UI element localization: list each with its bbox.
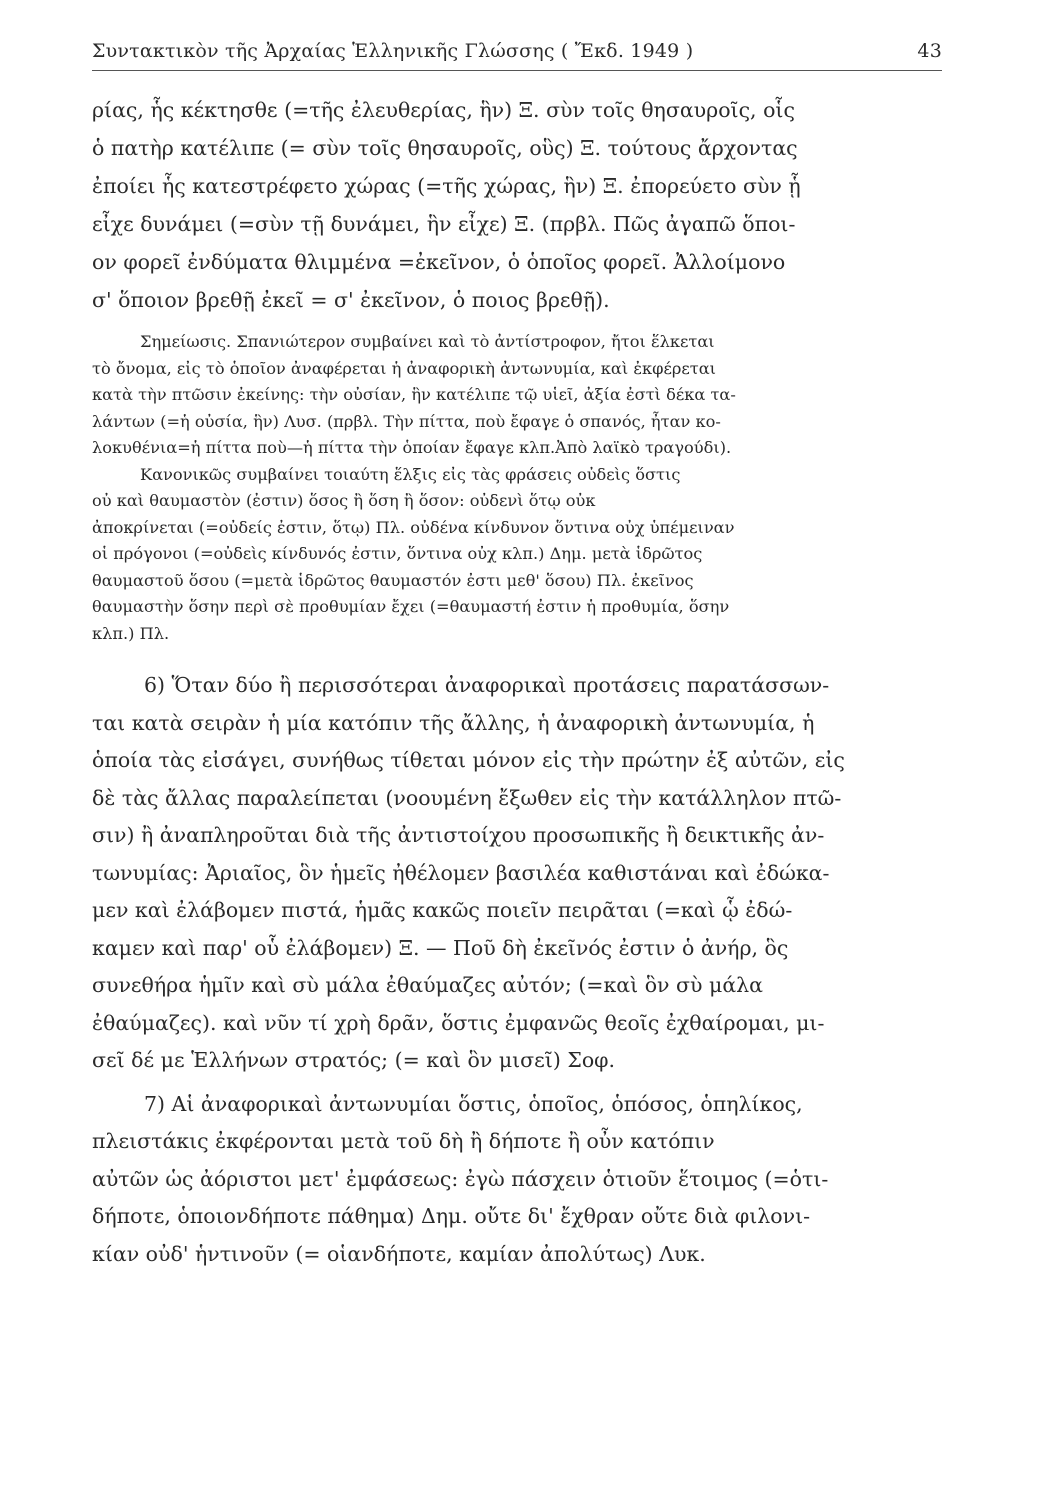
text-line: ἐθαύμαζες). καὶ νῦν τί χρὴ δρᾶν, ὅστις ἐμφανῶς θεοῖς ἐχθαίρομαι, μι- bbox=[92, 1010, 825, 1035]
text-line: πλειστάκις ἐκφέρονται μετὰ τοῦ δὴ ἢ δήποτε ἢ οὖν κατόπιν bbox=[92, 1129, 715, 1153]
page bbox=[92, 40, 942, 1273]
text-line: μεν καὶ ἐλάβομεν πιστά, ἡμᾶς κακῶς ποιεῖν πειρᾶται (=καὶ ᾧ ἐδώ- bbox=[92, 898, 793, 922]
text-line: σ' ὅποιον βρεθῇ ἐκεῖ = σ' ἐκεῖνον, ὁ ποιος βρεθῇ). bbox=[92, 288, 610, 312]
note-line: ἀποκρίνεται (=οὐδείς ἐστιν, ὅτῳ) Πλ. οὐδένα κίνδυνον ὅντινα οὐχ ὑπέμειναν bbox=[92, 517, 735, 537]
text-line: εἶχε δυνάμει (=σὺν τῇ δυνάμει, ἣν εἶχε) Ξ. (πρβλ. Πῶς ἀγαπῶ ὅποι- bbox=[92, 212, 796, 236]
note-line: θαυμαστὴν ὅσην περὶ σὲ προθυμίαν ἔχει (=θαυμαστή ἐστιν ἡ προθυμία, ὅσην bbox=[92, 597, 730, 616]
text-line: ὁ πατὴρ κατέλιπε (= σὺν τοῖς θησαυροῖς, οὓς) Ξ. τούτους ἄρχοντας bbox=[92, 136, 798, 160]
text-line: 7) Αἱ ἀναφορικαὶ ἀντωνυμίαι ὅστις, ὁποῖος, ὁπόσος, ὁπηλίκος, bbox=[144, 1091, 803, 1116]
text-line: δήποτε, ὁποιονδήποτε πάθημα) Δημ. οὔτε δι' ἔχθραν οὔτε διὰ φιλονι- bbox=[92, 1204, 811, 1228]
note-line: κατὰ τὴν πτῶσιν ἐκείνης: τὴν οὐσίαν, ἣν κατέλιπε τῷ υἱεῖ, ἀξία ἐστὶ δέκα τα- bbox=[92, 385, 736, 404]
text-line: ον φορεῖ ἐνδύματα θλιμμένα =ἐκεῖνον, ὁ ὁποῖος φορεῖ. Ἀλλοίμονο bbox=[92, 250, 786, 274]
page-number: 43 bbox=[917, 40, 942, 62]
note-line: λάντων (=ἡ οὐσία, ἣν) Λυσ. (πρβλ. Τὴν πίττα, ποὺ ἔφαγε ὁ σπανός, ἦταν κο- bbox=[92, 411, 721, 431]
text-line: καμεν καὶ παρ' οὗ ἐλάβομεν) Ξ. — Ποῦ δὴ ἐκεῖνός ἐστιν ὁ ἀνήρ, ὃς bbox=[92, 935, 789, 960]
text-line: δὲ τὰς ἄλλας παραλείπεται (νοουμένη ἔξωθεν εἰς τὴν κατάλληλον πτῶ- bbox=[92, 785, 842, 810]
note-line: θαυμαστοῦ ὅσου (=μετὰ ἱδρῶτος θαυμαστόν ἐστι μεθ' ὅσου) Πλ. ἐκεῖνος bbox=[92, 570, 694, 590]
text-line: κίαν οὐδ' ἡντινοῦν (= οἱανδήποτε, καμίαν ἀπολύτως) Λυκ. bbox=[92, 1241, 706, 1266]
text-line: σιν) ἢ ἀναπληροῦται διὰ τῆς ἀντιστοίχου προσωπικῆς ἢ δεικτικῆς ἀν- bbox=[92, 823, 825, 847]
example-block bbox=[92, 91, 942, 319]
paragraph-7 bbox=[92, 1086, 942, 1274]
text-line: τωνυμίας: Ἀριαῖος, ὃν ἡμεῖς ἠθέλομεν βασιλέα καθιστάναι καὶ ἐδώκα- bbox=[92, 860, 830, 885]
note-line: τὸ ὄνομα, εἰς τὸ ὁποῖον ἀναφέρεται ἡ ἀναφορικὴ ἀντωνυμία, καὶ ἐκφέρεται bbox=[92, 358, 716, 378]
note-line: οὐ καὶ θαυμαστὸν (ἐστιν) ὅσος ἢ ὅση ἢ ὅσον: οὐδενὶ ὅτῳ οὐκ bbox=[92, 491, 596, 510]
text-line: αὐτῶν ὡς ἀόριστοι μετ' ἐμφάσεως: ἐγὼ πάσχειν ὁτιοῦν ἕτοιμος (=ὁτι- bbox=[92, 1166, 829, 1191]
text-line: σεῖ δέ με Ἑλλήνων στρατός; (= καὶ ὃν μισεῖ) Σοφ. bbox=[92, 1048, 616, 1072]
note-line: Σημείωσις. Σπανιώτερον συμβαίνει καὶ τὸ ἀντίστροφον, ἤτοι ἕλκεται bbox=[140, 332, 715, 351]
note-line: λοκυθένια=ἡ πίττα ποὺ—ἡ πίττα τὴν ὁποίαν ἔφαγε κλπ.Ἀπὸ λαϊκὸ τραγούδι). bbox=[92, 438, 732, 457]
text-line: 6) Ὅταν δύο ἢ περισσότεραι ἀναφορικαὶ προτάσεις παρατάσσων- bbox=[144, 673, 830, 697]
note-line: κλπ.) Πλ. bbox=[92, 623, 170, 643]
text-line: ὁποία τὰς εἰσάγει, συνήθως τίθεται μόνον εἰς τὴν πρώτην ἐξ αὐτῶν, εἰς bbox=[92, 748, 845, 772]
paragraph-6 bbox=[92, 667, 942, 1080]
note-line: Κανονικῶς συμβαίνει τοιαύτη ἕλξις εἰς τὰς φράσεις οὐδεὶς ὅστις bbox=[140, 464, 681, 484]
note-line: οἱ πρόγονοι (=οὐδεὶς κίνδυνός ἐστιν, ὅντινα οὐχ κλπ.) Δημ. μετὰ ἱδρῶτος bbox=[92, 544, 703, 563]
running-header bbox=[92, 40, 942, 71]
text-line: ται κατὰ σειρὰν ἡ μία κατόπιν τῆς ἄλλης, ἡ ἀναφορικὴ ἀντωνυμία, ἡ bbox=[92, 710, 815, 735]
running-title: Συντακτικὸν τῆς Ἀρχαίας Ἑλληνικῆς Γλώσσης ( Ἔκδ. 1949 ) bbox=[92, 40, 694, 62]
text-line: ἐποίει ἧς κατεστρέφετο χώρας (=τῆς χώρας, ἣν) Ξ. ἐπορεύετο σὺν ᾗ bbox=[92, 174, 801, 198]
text-line: συνεθήρα ἡμῖν καὶ σὺ μάλα ἐθαύμαζες αὐτόν; (=καὶ ὃν σὺ μάλα bbox=[92, 973, 763, 997]
note-section bbox=[92, 329, 942, 647]
text-line: ρίας, ἧς κέκτησθε (=τῆς ἐλευθερίας, ἣν) Ξ. σὺν τοῖς θησαυροῖς, οἷς bbox=[92, 98, 795, 122]
